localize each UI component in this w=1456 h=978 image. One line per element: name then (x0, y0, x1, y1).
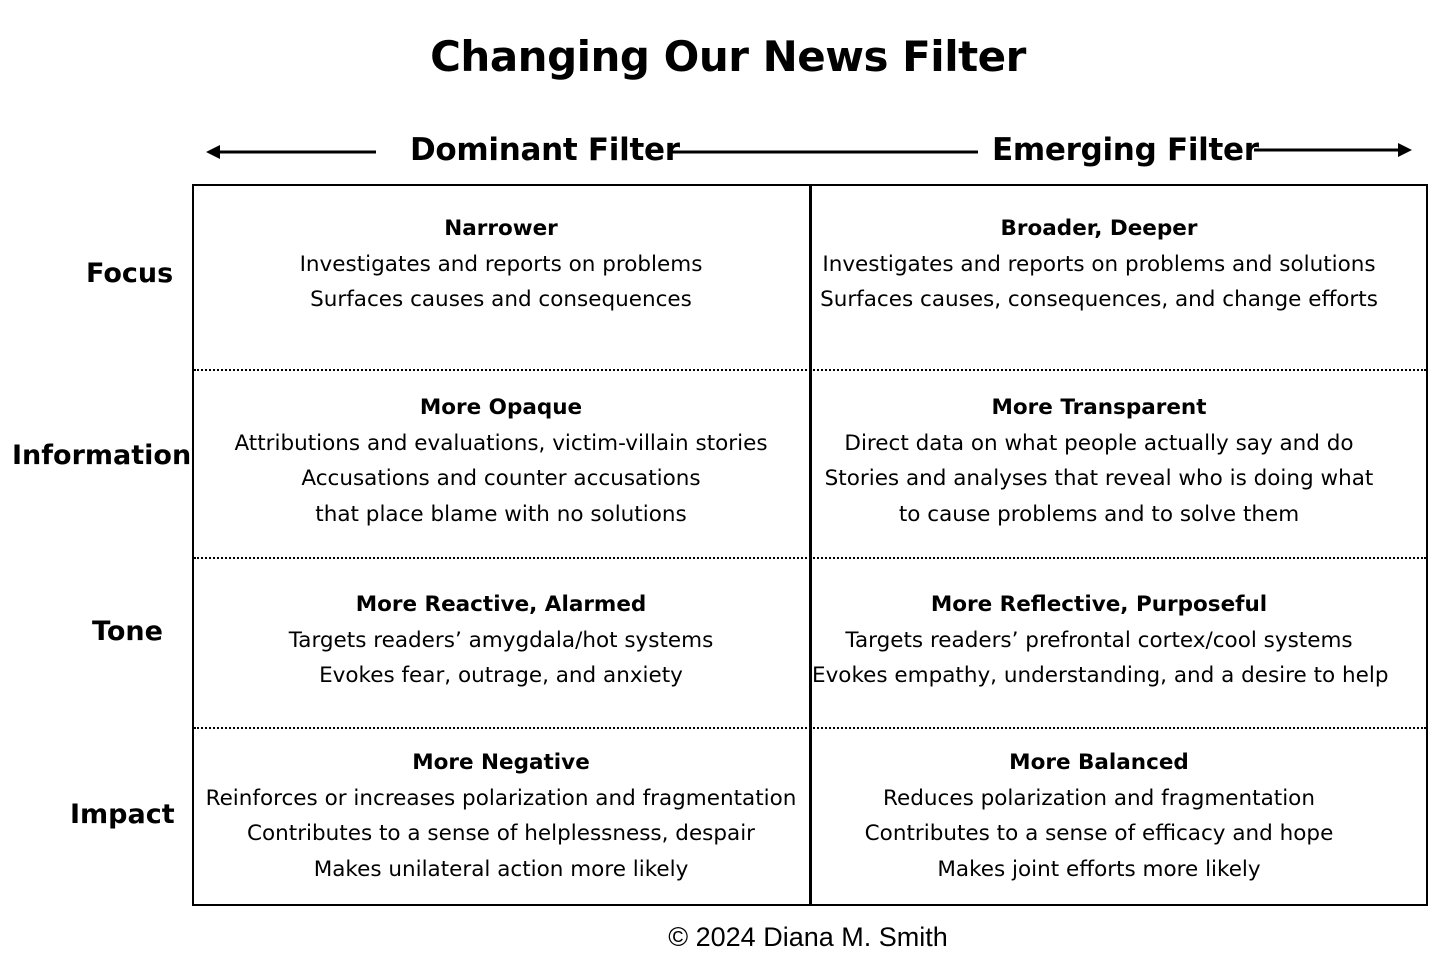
cell-line: Surfaces causes, consequences, and change efforts (820, 287, 1378, 312)
cell-heading: More Negative (412, 750, 590, 775)
cell-heading: More Transparent (991, 395, 1207, 420)
cell-line: Investigates and reports on problems (299, 251, 703, 277)
cell-focus-emerging (812, 211, 1386, 318)
row-label-impact: Impact (70, 799, 175, 830)
column-header-emerging: Emerging Filter (992, 132, 1259, 168)
row-label-information: Information (12, 440, 192, 471)
cell-line: Reinforces or increases polarization and fragmentation (205, 785, 797, 811)
cell-line: Evokes empathy, understanding, and a desire to help (812, 663, 1389, 688)
cell-line: Accusations and counter accusations (301, 466, 701, 491)
column-header-dominant: Dominant Filter (410, 132, 680, 168)
cell-heading: More Opaque (419, 395, 583, 420)
copyright-footer (0, 922, 1456, 953)
cell-line: Contributes to a sense of efficacy and hope (864, 821, 1334, 846)
cell-line: Targets readers’ prefrontal cortex/cool systems (845, 627, 1353, 653)
right-arrow (1254, 143, 1412, 157)
cell-information-dominant (196, 390, 806, 532)
cell-line: Investigates and reports on problems and solutions (822, 251, 1376, 277)
diagram-title-text: Changing Our News Filter (430, 32, 1026, 81)
cell-heading: Broader, Deeper (1000, 216, 1198, 241)
row-label-focus: Focus (86, 258, 174, 289)
cell-heading: More Balanced (1009, 750, 1189, 775)
cell-tone-dominant (196, 587, 806, 694)
cell-line: Surfaces causes and consequences (310, 287, 692, 312)
left-arrow (206, 145, 376, 159)
cell-line: Direct data on what people actually say and do (844, 430, 1354, 456)
cell-line: to cause problems and to solve them (898, 501, 1300, 527)
row-divider (194, 369, 1426, 371)
cell-heading: More Reflective, Purposeful (930, 592, 1268, 617)
cell-impact-emerging (812, 745, 1386, 887)
copyright-text: © 2024 Diana M. Smith (668, 922, 948, 952)
cell-line: Contributes to a sense of helplessness, despair (246, 821, 756, 846)
cell-line: Attributions and evaluations, victim-villain stories (234, 430, 768, 456)
cell-heading: More Reactive, Alarmed (355, 592, 647, 617)
cell-impact-dominant (196, 745, 806, 887)
row-divider (194, 557, 1426, 559)
cell-tone-emerging (812, 587, 1389, 694)
cell-line: Reduces polarization and fragmentation (883, 785, 1315, 811)
cell-heading: Narrower (444, 216, 558, 241)
cell-focus-dominant (196, 211, 806, 318)
row-label-tone: Tone (92, 616, 163, 647)
cell-line: Makes joint efforts more likely (937, 856, 1261, 882)
row-divider (194, 727, 1426, 729)
cell-line: Makes unilateral action more likely (313, 856, 689, 882)
filter-arrows (0, 0, 1456, 200)
cell-line: Targets readers’ amygdala/hot systems (288, 627, 714, 653)
cell-line: Evokes fear, outrage, and anxiety (319, 663, 683, 688)
cell-information-emerging (812, 390, 1386, 532)
cell-line: that place blame with no solutions (315, 501, 687, 527)
cell-line: Stories and analyses that reveal who is doing what (824, 466, 1374, 491)
